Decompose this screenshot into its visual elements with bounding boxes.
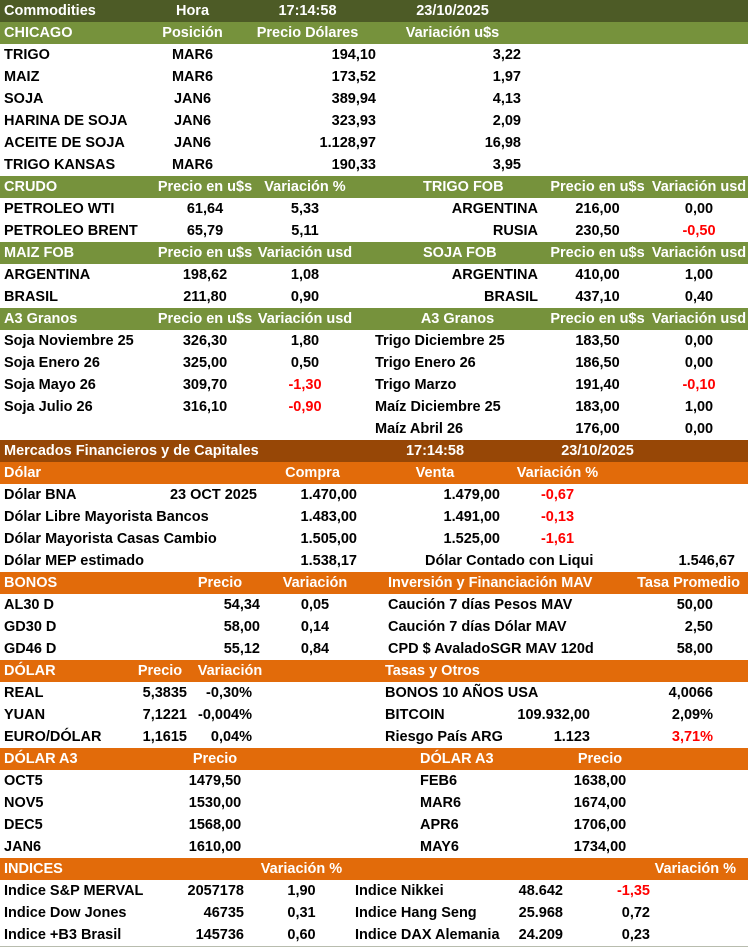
column-header: Precio en u$s [550, 179, 645, 195]
cell-label: Maíz Abril 26 [375, 421, 464, 437]
cell-label: Indice Dow Jones [4, 905, 127, 921]
cell-price: 1,1615 [142, 729, 187, 745]
column-header: Precio [197, 575, 243, 591]
column-header: Variación % [516, 465, 599, 481]
cell-label: Indice DAX Alemania [355, 927, 500, 943]
cell-price: 190,33 [331, 157, 376, 173]
cell-label: Caución 7 días Pesos MAV [388, 597, 573, 613]
cell-variation: -0,10 [682, 377, 716, 393]
cell-label: BRASIL [4, 289, 58, 305]
cell-price: 1.546,67 [678, 553, 735, 569]
cell-label: JAN6 [4, 839, 42, 855]
table-row [0, 682, 748, 704]
cell-variation: 0,00 [684, 421, 714, 437]
column-header: Tasa Promedio [637, 575, 740, 591]
cell-variation: 0,72 [621, 905, 650, 921]
cell-label: TRIGO KANSAS [4, 157, 116, 173]
cell-price: 1530,00 [188, 795, 242, 811]
cell-price: 58,00 [223, 619, 260, 635]
cell-price: 54,34 [223, 597, 260, 613]
cell-value: 109.932,00 [517, 707, 590, 723]
cell-price: 410,00 [575, 267, 620, 283]
cell-price: 7,1221 [142, 707, 187, 723]
section-title: MAIZ FOB [4, 245, 75, 261]
cell-position: MAR6 [171, 69, 214, 85]
cell-label: Dólar Mayorista Casas Cambio [4, 531, 217, 547]
cell-price: 1479,50 [188, 773, 242, 789]
table-row [0, 924, 748, 946]
table-row [0, 374, 748, 396]
cell-price: 1706,00 [573, 817, 627, 833]
date-value: 23/10/2025 [416, 3, 489, 19]
column-header: Variación % [260, 861, 343, 877]
cell-variation: 4,13 [492, 91, 521, 107]
cell-variation: 4,0066 [668, 685, 713, 701]
cell-variation: 0,00 [684, 201, 714, 217]
cell-position: JAN6 [173, 135, 212, 151]
column-header: Precio en u$s [157, 311, 253, 327]
cell-variation: -0,13 [540, 509, 575, 525]
cell-label: RUSIA [492, 223, 538, 239]
cell-position: JAN6 [173, 113, 212, 129]
cell-label: MAY6 [420, 839, 459, 855]
cell-venta: 1.525,00 [443, 531, 500, 547]
cell-label: Dólar MEP estimado [4, 553, 144, 569]
column-header: Precio [577, 751, 623, 767]
cell-variation: 1,90 [287, 883, 316, 899]
cell-value: 2057178 [187, 883, 244, 899]
cell-price: 326,30 [182, 333, 228, 349]
time-value: 17:14:58 [278, 3, 337, 19]
cell-price: 316,10 [182, 399, 228, 415]
cell-variation: 0,60 [287, 927, 316, 943]
cell-variation: 0,00 [684, 333, 714, 349]
table-row [0, 220, 748, 242]
cell-label: PETROLEO WTI [4, 201, 115, 217]
cell-label: BITCOIN [385, 707, 445, 723]
table-row [0, 154, 748, 176]
cell-label: GD30 D [4, 619, 57, 635]
cell-label: Indice Hang Seng [355, 905, 477, 921]
cell-price: 191,40 [575, 377, 620, 393]
page-title: Commodities [4, 3, 96, 19]
table-row [0, 836, 748, 858]
table-row [0, 132, 748, 154]
column-header: Variación usd [651, 311, 747, 327]
crudo-trigofob-header [0, 176, 748, 198]
table-row [0, 550, 748, 572]
table-row [0, 396, 748, 418]
cell-price: 173,52 [331, 69, 376, 85]
table-row [0, 352, 748, 374]
cell-label: MAR6 [420, 795, 462, 811]
cell-variation: 2,09% [671, 707, 713, 723]
column-header: Variación usd [651, 245, 747, 261]
dolar-a3-header [0, 748, 748, 770]
section-title: DÓLAR A3 [4, 751, 78, 767]
cell-label: Soja Julio 26 [4, 399, 93, 415]
chicago-header [0, 22, 748, 44]
column-header: Variación [197, 663, 263, 679]
cell-value: 48.642 [518, 883, 563, 899]
column-header: Variación % [654, 861, 736, 877]
section-title: SOJA FOB [423, 245, 497, 261]
cell-label: Trigo Enero 26 [375, 355, 476, 371]
table-row [0, 88, 748, 110]
cell-label: Indice Nikkei [355, 883, 444, 899]
cell-position: JAN6 [173, 91, 212, 107]
cell-label: ACEITE DE SOJA [4, 135, 125, 151]
cell-label: Soja Mayo 26 [4, 377, 96, 393]
cell-variation: 3,22 [492, 47, 521, 63]
cell-label-text: Dólar BNA [4, 487, 77, 503]
cell-rate: 58,00 [676, 641, 713, 657]
cell-date: 23 OCT 2025 [169, 487, 257, 503]
cell-variation: 1,00 [684, 267, 714, 283]
cell-price: 183,50 [575, 333, 620, 349]
cell-compra: 1.505,00 [300, 531, 357, 547]
cell-value: 24.209 [518, 927, 563, 943]
cell-price: 389,94 [331, 91, 376, 107]
cell-variation: 1,08 [290, 267, 320, 283]
cell-rate: 50,00 [676, 597, 713, 613]
cell-variation: 0,31 [287, 905, 316, 921]
table-row [0, 264, 748, 286]
cell-label: HARINA DE SOJA [4, 113, 128, 129]
cell-variation: 1,80 [290, 333, 320, 349]
cell-variation: 0,00 [684, 355, 714, 371]
column-header: Precio [192, 751, 238, 767]
cell-label: PETROLEO BRENT [4, 223, 138, 239]
table-row [0, 814, 748, 836]
cell-price: 176,00 [575, 421, 620, 437]
cell-label: DEC5 [4, 817, 43, 833]
cell-variation: -0,004% [197, 707, 252, 723]
cell-compra: 1.470,00 [300, 487, 357, 503]
cell-variation: -1,35 [616, 883, 650, 899]
cell-label: BONOS 10 AÑOS USA [385, 685, 539, 701]
cell-label: EURO/DÓLAR [4, 729, 102, 745]
cell-price: 325,00 [182, 355, 228, 371]
cell-label: OCT5 [4, 773, 43, 789]
cell-variation: 5,11 [291, 223, 319, 239]
table-row [0, 44, 748, 66]
date-value: 23/10/2025 [561, 443, 634, 459]
table-row [0, 286, 748, 308]
cell-variation: -0,30% [206, 685, 252, 701]
cell-value: 46735 [203, 905, 244, 921]
cell-label [0, 484, 260, 506]
cell-rate: 2,50 [684, 619, 713, 635]
cell-label: Caución 7 días Dólar MAV [388, 619, 567, 635]
section-title: CRUDO [4, 179, 58, 195]
column-header: Precio en u$s [550, 245, 645, 261]
bonos-mav-header [0, 572, 748, 594]
cell-variation: 0,04% [210, 729, 252, 745]
column-header: Venta [415, 465, 455, 481]
cell-label: Dólar Libre Mayorista Bancos [4, 509, 209, 525]
cell-price: 323,93 [331, 113, 376, 129]
section-title: BONOS [4, 575, 58, 591]
divisas-tasas-header [0, 660, 748, 682]
cell-label: Indice S&P MERVAL [4, 883, 144, 899]
section-title: Inversión y Financiación MAV [388, 575, 593, 591]
cell-value: 145736 [195, 927, 244, 943]
cell-label: APR6 [420, 817, 459, 833]
cell-label: FEB6 [420, 773, 458, 789]
column-header: Compra [285, 465, 340, 481]
cell-venta: 1.491,00 [443, 509, 500, 525]
cell-variation: 2,09 [492, 113, 521, 129]
section-title: Mercados Financieros y de Capitales [4, 443, 259, 459]
cell-price: 1734,00 [573, 839, 627, 855]
table-row [0, 616, 748, 638]
column-header: Precio en u$s [157, 245, 253, 261]
section-title: A3 Granos [420, 311, 495, 327]
cell-variation: -1,30 [288, 377, 322, 393]
cell-price: 183,00 [575, 399, 620, 415]
cell-price: 198,62 [182, 267, 228, 283]
cell-price: 194,10 [331, 47, 376, 63]
cell-variation: -0,67 [540, 487, 575, 503]
cell-label: BRASIL [484, 289, 538, 305]
column-header: Variación usd [257, 245, 353, 261]
cell-price: 61,64 [186, 201, 224, 217]
table-row [0, 66, 748, 88]
table-row [0, 528, 748, 550]
cell-label: SOJA [4, 91, 44, 107]
table-row [0, 418, 748, 440]
cell-variation: 1,00 [684, 399, 714, 415]
cell-label: REAL [4, 685, 44, 701]
cell-variation: -0,50 [682, 223, 716, 239]
column-header: Variación usd [651, 179, 747, 195]
cell-position: MAR6 [171, 157, 214, 173]
cell-price: 1674,00 [573, 795, 627, 811]
cell-price: 65,79 [186, 223, 224, 239]
cell-label: Trigo Diciembre 25 [375, 333, 505, 349]
cell-price: 55,12 [223, 641, 260, 657]
section-title: TRIGO FOB [423, 179, 504, 195]
cell-value: 25.968 [518, 905, 563, 921]
mercados-title-bar [0, 440, 748, 462]
commodities-title-bar [0, 0, 748, 22]
column-header: Precio Dólares [256, 25, 359, 41]
cell-label: Trigo Marzo [375, 377, 457, 393]
cell-variation: 5,33 [290, 201, 320, 217]
indices-header [0, 858, 748, 880]
cell-variation: 3,95 [492, 157, 521, 173]
hora-label: Hora [175, 3, 210, 19]
cell-variation: 0,23 [621, 927, 650, 943]
cell-label: CPD $ AvaladoSGR MAV 120d [388, 641, 594, 657]
cell-label: Soja Noviembre 25 [4, 333, 134, 349]
cell-price: 1568,00 [188, 817, 242, 833]
cell-variation: 1,97 [492, 69, 521, 85]
table-row [0, 792, 748, 814]
cell-variation: 0,90 [290, 289, 320, 305]
cell-venta: 1.479,00 [443, 487, 500, 503]
table-row [0, 726, 748, 748]
section-title: DÓLAR [4, 663, 56, 679]
column-header: Variación u$s [405, 25, 500, 41]
cell-variation: 3,71% [671, 729, 713, 745]
column-header: Variación % [264, 179, 346, 195]
cell-label: Dólar Contado con Liqui [425, 553, 594, 569]
column-header: Variación [282, 575, 348, 591]
cell-label: YUAN [4, 707, 46, 723]
section-title: DÓLAR A3 [420, 751, 494, 767]
cell-variation: 0,14 [300, 619, 330, 635]
cell-price: 437,10 [575, 289, 620, 305]
cell-price: 5,3835 [142, 685, 187, 701]
cell-price: 211,80 [183, 289, 227, 305]
column-header: Variación usd [257, 311, 353, 327]
cell-price: 1.128,97 [319, 135, 376, 151]
cell-price: 186,50 [575, 355, 620, 371]
table-row [0, 638, 748, 660]
section-title: Tasas y Otros [385, 663, 480, 679]
cell-label: NOV5 [4, 795, 44, 811]
column-header: Precio [137, 663, 183, 679]
cell-label: MAIZ [4, 69, 40, 85]
cell-variation: 0,50 [290, 355, 320, 371]
table-row [0, 880, 748, 902]
cell-price: 230,50 [575, 223, 620, 239]
cell-variation: -1,61 [540, 531, 575, 547]
maizfob-sojafob-header [0, 242, 748, 264]
cell-price: 1638,00 [573, 773, 627, 789]
cell-label: ARGENTINA [451, 201, 538, 217]
cell-value: 1.123 [553, 729, 590, 745]
table-row [0, 770, 748, 792]
cell-label: Soja Enero 26 [4, 355, 100, 371]
table-row [0, 594, 748, 616]
cell-label: AL30 D [4, 597, 54, 613]
cell-variation: -0,90 [288, 399, 322, 415]
table-row [0, 902, 748, 924]
cell-label: Riesgo País ARG [385, 729, 503, 745]
cell-label: Maíz Diciembre 25 [375, 399, 501, 415]
cell-compra: 1.483,00 [300, 509, 357, 525]
table-row [0, 110, 748, 132]
table-row [0, 506, 748, 528]
table-row [0, 704, 748, 726]
cell-label: ARGENTINA [4, 267, 91, 283]
cell-variation: 0,84 [300, 641, 330, 657]
column-header: Posición [162, 25, 223, 41]
time-value: 17:14:58 [405, 443, 465, 459]
section-title: INDICES [4, 861, 63, 877]
cell-value [500, 682, 600, 704]
column-header: Precio en u$s [157, 179, 253, 195]
cell-label: TRIGO [4, 47, 50, 63]
table-row [0, 484, 748, 506]
cell-variation: 16,98 [484, 135, 521, 151]
cell-label: ARGENTINA [451, 267, 538, 283]
dolar-header [0, 462, 748, 484]
a3-granos-header [0, 308, 748, 330]
table-row [0, 330, 748, 352]
cell-price: 216,00 [575, 201, 620, 217]
cell-label: Indice +B3 Brasil [4, 927, 122, 943]
cell-variation: 0,05 [300, 597, 330, 613]
cell-price: 1.538,17 [300, 553, 357, 569]
section-title: A3 Granos [4, 311, 78, 327]
cell-price: 309,70 [182, 377, 228, 393]
column-header: Precio en u$s [550, 311, 645, 327]
section-title: CHICAGO [4, 25, 73, 41]
cell-label: GD46 D [4, 641, 57, 657]
cell-position: MAR6 [171, 47, 214, 63]
cell-variation: 0,40 [684, 289, 714, 305]
table-row [0, 198, 748, 220]
section-title: Dólar [4, 465, 42, 481]
cell-price: 1610,00 [188, 839, 242, 855]
